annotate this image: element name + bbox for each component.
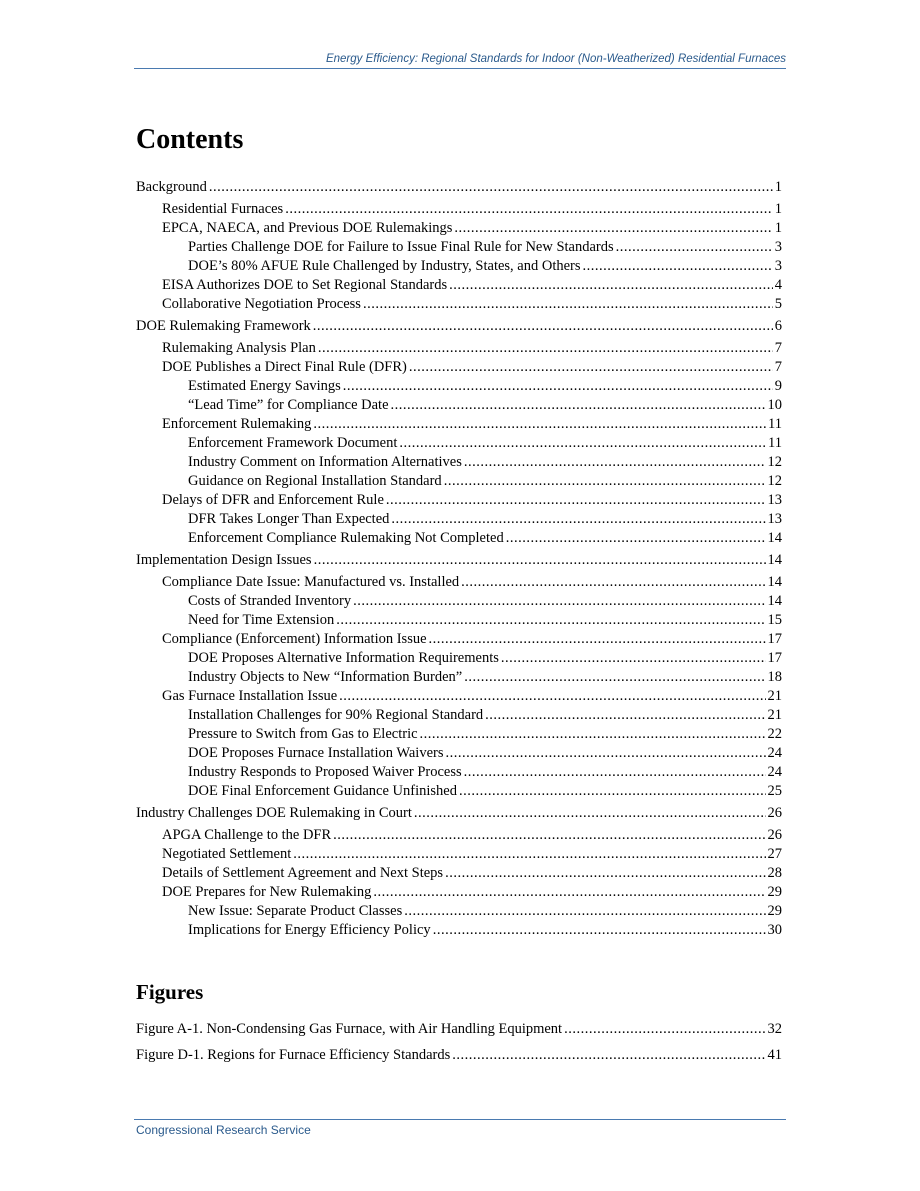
toc-entry-title: Installation Challenges for 90% Regional Standard (188, 707, 484, 723)
dot-leader (454, 219, 772, 237)
toc-entry-page: 21 (767, 707, 782, 723)
dot-leader (433, 921, 766, 939)
toc-entry-title: New Issue: Separate Product Classes (188, 903, 403, 919)
dot-leader (452, 1046, 765, 1064)
toc-entry-page: 14 (767, 552, 782, 568)
toc-entry-title: Rulemaking Analysis Plan (162, 340, 316, 356)
toc-entry-page: 7 (774, 340, 782, 356)
running-footer: Congressional Research Service (136, 1123, 311, 1137)
toc-entry-page: 32 (767, 1021, 782, 1037)
dot-leader (616, 238, 773, 256)
toc-entry-title: Need for Time Extension (188, 612, 335, 628)
toc-entry[interactable] (188, 592, 782, 610)
toc-entry[interactable] (162, 864, 782, 882)
toc-entry[interactable] (136, 551, 782, 569)
toc-entry[interactable] (188, 238, 782, 256)
toc-entry-title: DOE Rulemaking Framework (136, 318, 311, 334)
toc-entry-title: Estimated Energy Savings (188, 378, 341, 394)
toc-entry-page: 5 (774, 296, 782, 312)
toc-entry-page: 29 (767, 884, 782, 900)
toc-entry-title: DOE Prepares for New Rulemaking (162, 884, 372, 900)
toc-entry[interactable] (188, 902, 782, 920)
dot-leader (343, 377, 773, 395)
toc-entry-title: Enforcement Compliance Rulemaking Not Completed (188, 530, 504, 546)
toc-entry-title: Costs of Stranded Inventory (188, 593, 352, 609)
dot-leader (429, 630, 766, 648)
toc-entry[interactable] (188, 257, 782, 275)
header-rule (134, 68, 786, 69)
toc-entry-title: EISA Authorizes DOE to Set Regional Standards (162, 277, 448, 293)
toc-entry[interactable] (136, 178, 782, 196)
toc-entry-title: Industry Comment on Information Alternatives (188, 454, 462, 470)
dot-leader (391, 510, 765, 528)
toc-entry-page: 26 (767, 805, 782, 821)
toc-entry-page: 27 (767, 846, 782, 862)
toc-entry-title: Residential Furnaces (162, 201, 284, 217)
toc-entry[interactable] (162, 200, 782, 218)
toc-entry[interactable] (188, 611, 782, 629)
dot-leader (414, 804, 766, 822)
toc-entry-page: 11 (768, 416, 782, 432)
toc-entry-page: 3 (774, 258, 782, 274)
toc-entry[interactable] (188, 649, 782, 667)
dot-leader (449, 276, 773, 294)
dot-leader (285, 200, 773, 218)
toc-entry-page: 30 (767, 922, 782, 938)
toc-entry-title: Implementation Design Issues (136, 552, 312, 568)
dot-leader (446, 744, 766, 762)
toc-entry[interactable] (188, 668, 782, 686)
toc-entry-page: 18 (767, 669, 782, 685)
toc-entry[interactable] (188, 434, 782, 452)
dot-leader (313, 415, 766, 433)
dot-leader (420, 725, 766, 743)
toc-entry-title: Enforcement Rulemaking (162, 416, 312, 432)
toc-entry-title: Industry Responds to Proposed Waiver Process (188, 764, 462, 780)
toc-entry[interactable] (188, 472, 782, 490)
dot-leader (464, 763, 766, 781)
toc-entry[interactable] (162, 630, 782, 648)
toc-entry-page: 28 (767, 865, 782, 881)
toc-entry-page: 10 (767, 397, 782, 413)
dot-leader (399, 434, 766, 452)
dot-leader (444, 472, 766, 490)
dot-leader (564, 1020, 765, 1038)
dot-leader (445, 864, 765, 882)
dot-leader (391, 396, 766, 414)
toc-entry-page: 13 (767, 492, 782, 508)
toc-entry-page: 41 (767, 1047, 782, 1063)
toc-entry-title: EPCA, NAECA, and Previous DOE Rulemakings (162, 220, 453, 236)
toc-entry-page: 15 (767, 612, 782, 628)
dot-leader (373, 883, 765, 901)
toc-entry[interactable] (188, 529, 782, 547)
toc-entry[interactable] (188, 921, 782, 939)
toc-entry-title: Guidance on Regional Installation Standard (188, 473, 442, 489)
toc-entry[interactable] (162, 415, 782, 433)
toc-entry[interactable] (136, 1046, 782, 1064)
toc-entry[interactable] (162, 276, 782, 294)
toc-entry[interactable] (136, 317, 782, 335)
dot-leader (459, 782, 766, 800)
toc-entry[interactable] (162, 295, 782, 313)
contents-title: Contents (136, 124, 244, 155)
toc-entry[interactable] (136, 1020, 782, 1038)
toc-entry-page: 1 (774, 201, 782, 217)
dot-leader (409, 358, 773, 376)
toc-entry-page: 6 (774, 318, 782, 334)
dot-leader (583, 257, 773, 275)
dot-leader (506, 529, 766, 547)
toc-entry-title: Implications for Energy Efficiency Policy (188, 922, 431, 938)
toc-entry-title: Details of Settlement Agreement and Next Steps (162, 865, 444, 881)
toc-entry-page: 24 (767, 764, 782, 780)
toc-entry[interactable] (162, 883, 782, 901)
dot-leader (404, 902, 765, 920)
toc-entry-title: Negotiated Settlement (162, 846, 292, 862)
toc-entry-title: DOE Proposes Alternative Information Requirements (188, 650, 499, 666)
toc-entry-page: 4 (774, 277, 782, 293)
toc-entry-page: 14 (767, 530, 782, 546)
toc-entry-page: 3 (774, 239, 782, 255)
toc-entry-title: Background (136, 179, 207, 195)
toc-entry-page: 24 (767, 745, 782, 761)
toc-entry-page: 12 (767, 473, 782, 489)
toc-entry-page: 25 (767, 783, 782, 799)
toc-entry-page: 1 (774, 220, 782, 236)
toc-entry-title: DOE Publishes a Direct Final Rule (DFR) (162, 359, 407, 375)
toc-entry[interactable] (188, 744, 782, 762)
toc-entry[interactable] (162, 339, 782, 357)
toc-entry-page: 21 (767, 688, 782, 704)
toc-entry-title: Compliance (Enforcement) Information Issue (162, 631, 427, 647)
dot-leader (485, 706, 765, 724)
toc-entry-title: Collaborative Negotiation Process (162, 296, 361, 312)
toc-entry-page: 29 (767, 903, 782, 919)
dot-leader (386, 491, 766, 509)
toc-entry-title: DOE Final Enforcement Guidance Unfinished (188, 783, 457, 799)
dot-leader (461, 573, 765, 591)
toc-entry[interactable] (188, 706, 782, 724)
toc-entry[interactable] (188, 510, 782, 528)
toc-entry-title: Industry Objects to New “Information Burden” (188, 669, 463, 685)
toc-entry-title: DFR Takes Longer Than Expected (188, 511, 390, 527)
toc-entry[interactable] (162, 687, 782, 705)
dot-leader (464, 668, 765, 686)
toc-entry-title: Compliance Date Issue: Manufactured vs. Installed (162, 574, 460, 590)
dot-leader (464, 453, 766, 471)
toc-entry-page: 7 (774, 359, 782, 375)
dot-leader (333, 826, 765, 844)
toc-entry-title: Pressure to Switch from Gas to Electric (188, 726, 418, 742)
toc-entry[interactable] (162, 491, 782, 509)
dot-leader (336, 611, 765, 629)
toc-entry-title: Enforcement Framework Document (188, 435, 398, 451)
toc-entry[interactable] (188, 377, 782, 395)
toc-entry-page: 1 (774, 179, 782, 195)
dot-leader (209, 178, 773, 196)
toc-entry-page: 13 (767, 511, 782, 527)
dot-leader (313, 317, 773, 335)
toc-entry-title: Industry Challenges DOE Rulemaking in Court (136, 805, 412, 821)
toc-entry[interactable] (188, 396, 782, 414)
toc-entry[interactable] (188, 453, 782, 471)
toc-entry-title: APGA Challenge to the DFR (162, 827, 332, 843)
toc-entry[interactable] (136, 804, 782, 822)
toc-entry[interactable] (162, 845, 782, 863)
dot-leader (339, 687, 765, 705)
toc-entry-page: 17 (767, 631, 782, 647)
toc-entry-title: “Lead Time” for Compliance Date (188, 397, 389, 413)
toc-entry-page: 12 (767, 454, 782, 470)
toc-entry-page: 17 (767, 650, 782, 666)
toc-entry-page: 11 (768, 435, 782, 451)
toc-entry-title: DOE’s 80% AFUE Rule Challenged by Industry, States, and Others (188, 258, 581, 274)
footer-rule (134, 1119, 786, 1120)
figures-title: Figures (136, 980, 204, 1004)
toc-entry-page: 14 (767, 593, 782, 609)
dot-leader (501, 649, 766, 667)
running-header: Energy Efficiency: Regional Standards for Indoor (Non-Weatherized) Residential Furnaces (325, 53, 786, 65)
toc-entry-page: 22 (767, 726, 782, 742)
toc-entry-title: Parties Challenge DOE for Failure to Issue Final Rule for New Standards (188, 239, 614, 255)
toc-entry-title: DOE Proposes Furnace Installation Waivers (188, 745, 444, 761)
toc-entry[interactable] (162, 219, 782, 237)
toc-entry[interactable] (188, 782, 782, 800)
dot-leader (363, 295, 773, 313)
toc-entry-title: Delays of DFR and Enforcement Rule (162, 492, 384, 508)
toc-entry-title: Figure A-1. Non-Condensing Gas Furnace, with Air Handling Equipment (136, 1021, 563, 1037)
toc-entry-page: 14 (767, 574, 782, 590)
toc-entry-title: Figure D-1. Regions for Furnace Efficiency Standards (136, 1047, 451, 1063)
toc-entry-title: Gas Furnace Installation Issue (162, 688, 338, 704)
toc-entry-page: 9 (774, 378, 782, 394)
toc-entry[interactable] (162, 826, 782, 844)
dot-leader (318, 339, 773, 357)
dot-leader (314, 551, 766, 569)
toc-entry[interactable] (188, 725, 782, 743)
toc-entry[interactable] (188, 763, 782, 781)
dot-leader (293, 845, 765, 863)
toc-entry[interactable] (162, 573, 782, 591)
toc-entry[interactable] (162, 358, 782, 376)
dot-leader (353, 592, 765, 610)
toc-entry-page: 26 (767, 827, 782, 843)
